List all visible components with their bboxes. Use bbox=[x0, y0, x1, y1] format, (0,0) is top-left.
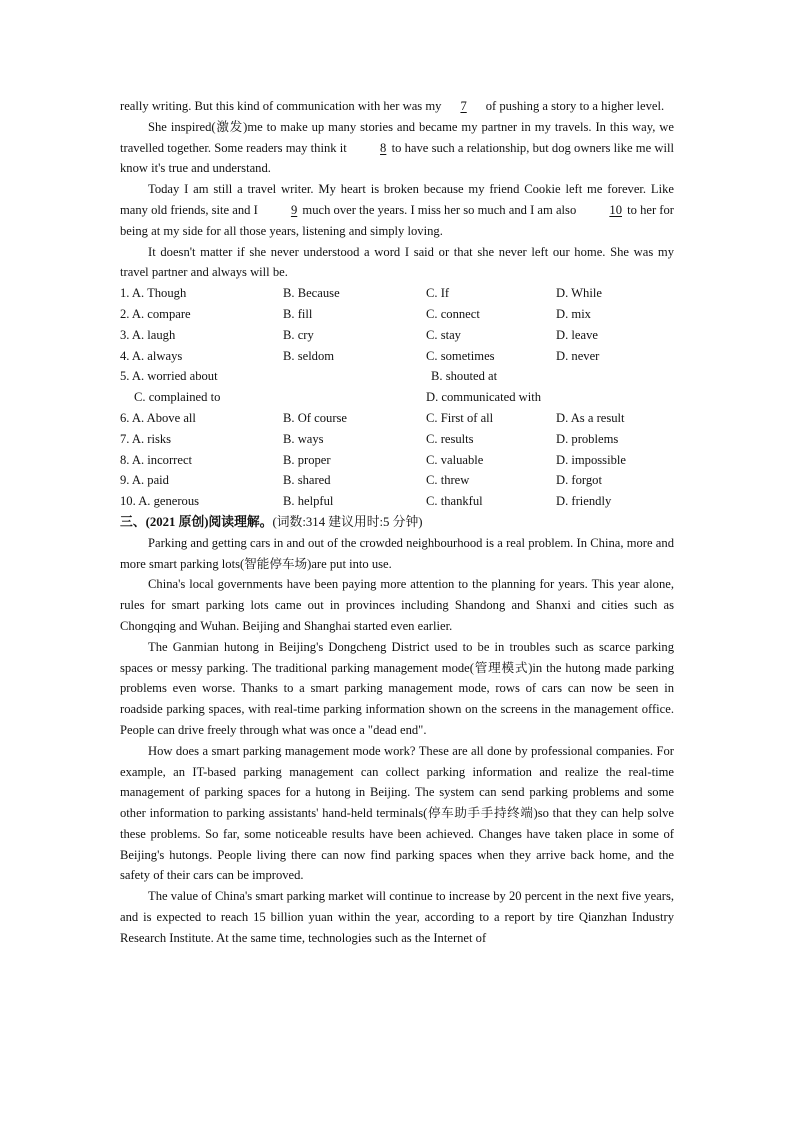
option-row-9 bbox=[120, 470, 674, 491]
blank-10: 10 bbox=[609, 202, 622, 217]
passage2-paragraph-1: Parking and getting cars in and out of the crowded neighbourhood is a real problem. In China, more and more smart parking lots(智能停车场)are put into use. bbox=[120, 535, 674, 571]
option-2b: B. fill bbox=[283, 306, 313, 321]
answer-options bbox=[120, 283, 674, 512]
option-10b: B. helpful bbox=[283, 494, 334, 509]
option-7a: 7. A. risks bbox=[120, 431, 172, 446]
option-8a: 8. A. incorrect bbox=[120, 452, 193, 467]
option-2a: 2. A. compare bbox=[120, 306, 191, 321]
option-1d: D. While bbox=[556, 286, 602, 301]
option-3c: C. stay bbox=[426, 327, 461, 342]
option-10c: C. thankful bbox=[426, 494, 483, 509]
passage1-paragraph-2: She inspired(激发)me to make up many stories and became my partner in my travels. In this way, we travelled together. Some readers may think it 8 to have such a relationship, but dog owners like me will know it's true and understand. bbox=[120, 119, 674, 176]
option-5b: B. shouted at bbox=[431, 369, 498, 384]
option-3b: B. cry bbox=[283, 327, 314, 342]
option-9b: B. shared bbox=[283, 473, 331, 488]
option-2c: C. connect bbox=[426, 306, 480, 321]
option-9d: D. forgot bbox=[556, 473, 602, 488]
passage2-paragraph-4: How does a smart parking management mode work? These are all done by professional companies. For example, an IT-based parking management can collect parking information and realize the real-time management of parking spaces for a hutong in Beijing. The system can send parking problems and some other information to parking assistants' hand-held terminals(停车助手手持终端)so that they can help solve these problems. So far, some noticeable results have been achieved. Changes have taken place in some of Beijing's hutongs. People living there can now find parking spaces when they arrive back home, and the safety of their cars can be improved. bbox=[120, 743, 674, 883]
option-10d: D. friendly bbox=[556, 494, 612, 509]
option-5c: C. complained to bbox=[134, 390, 221, 405]
option-7c: C. results bbox=[426, 431, 474, 446]
blank-9: 9 bbox=[290, 202, 298, 217]
option-7b: B. ways bbox=[283, 431, 324, 446]
option-4d: D. never bbox=[556, 348, 600, 363]
option-9c: C. threw bbox=[426, 473, 470, 488]
document-page bbox=[120, 96, 674, 949]
option-6d: D. As a result bbox=[556, 410, 625, 425]
option-6b: B. Of course bbox=[283, 410, 348, 425]
option-4b: B. seldom bbox=[283, 348, 335, 363]
option-row-10 bbox=[120, 491, 674, 512]
passage1-paragraph-3: Today I am still a travel writer. My heart is broken because my friend Cookie left me forever. Like many old friends, site and I 9 much over the years. I miss her so much and I am also 10 to her for being at my side for all those years, listening and simply loving. bbox=[120, 182, 674, 238]
option-6c: C. First of all bbox=[426, 410, 494, 425]
option-row-1 bbox=[120, 283, 674, 304]
option-6a: 6. A. Above all bbox=[120, 410, 196, 425]
option-row-3 bbox=[120, 325, 674, 346]
option-7d: D. problems bbox=[556, 431, 619, 446]
option-1a: 1. A. Though bbox=[120, 286, 187, 301]
option-8d: D. impossible bbox=[556, 452, 626, 467]
option-5a: 5. A. worried about bbox=[120, 369, 218, 384]
passage2-paragraph-5: The value of China's smart parking market will continue to increase by 20 percent in the next five years, and is expected to reach 15 billion yuan within the year, according to a report by tire Qianzhan Industry Research Institute. At the same time, technologies such as the Internet of bbox=[120, 889, 674, 945]
option-10a: 10. A. generous bbox=[120, 494, 200, 509]
option-2d: D. mix bbox=[556, 306, 591, 321]
passage2-paragraph-3: The Ganmian hutong in Beijing's Dongcheng District used to be in troubles such as scarce parking spaces or messy parking. The traditional parking management mode(管理模式)in the hutong made parking problems even worse. Thanks to a smart parking management mode, rows of cars can now be seen in roadside parking spaces, with real-time parking information shown on the screens in the management office. People can drive freely through what was once a "dead end". bbox=[120, 639, 674, 737]
option-8b: B. proper bbox=[283, 452, 331, 467]
option-row-7 bbox=[120, 429, 674, 450]
option-4a: 4. A. always bbox=[120, 348, 183, 363]
option-3a: 3. A. laugh bbox=[120, 327, 176, 342]
option-3d: D. leave bbox=[556, 327, 598, 342]
option-row-5b bbox=[120, 387, 674, 408]
option-9a: 9. A. paid bbox=[120, 473, 169, 488]
option-row-4 bbox=[120, 346, 674, 367]
passage2-paragraph-2: China's local governments have been paying more attention to the planning for years. This year alone, rules for smart parking lots came out in provinces including Shandong and Shanxi and cities such as Chongqing and Wuhan. Beijing and Shanghai started even earlier. bbox=[120, 577, 674, 633]
section-heading: 三、(2021 原创)阅读理解。(词数:314 建议用时:5 分钟) bbox=[120, 514, 423, 529]
passage1-paragraph-1: really writing. But this kind of communication with her was my 7 of pushing a story to a higher level. bbox=[120, 96, 674, 117]
option-row-5a bbox=[120, 366, 674, 387]
option-row-6 bbox=[120, 408, 674, 429]
option-8c: C. valuable bbox=[426, 452, 484, 467]
option-row-8 bbox=[120, 450, 674, 471]
passage1-paragraph-4: It doesn't matter if she never understood a word I said or that she never left our home. She was my travel partner and always will be. bbox=[120, 244, 674, 280]
option-1b: B. Because bbox=[283, 286, 340, 301]
option-row-2 bbox=[120, 304, 674, 325]
option-1c: C. If bbox=[426, 286, 450, 301]
blank-7: 7 bbox=[460, 99, 467, 113]
blank-8: 8 bbox=[380, 140, 387, 155]
option-5d: D. communicated with bbox=[426, 390, 542, 405]
option-4c: C. sometimes bbox=[426, 348, 495, 363]
